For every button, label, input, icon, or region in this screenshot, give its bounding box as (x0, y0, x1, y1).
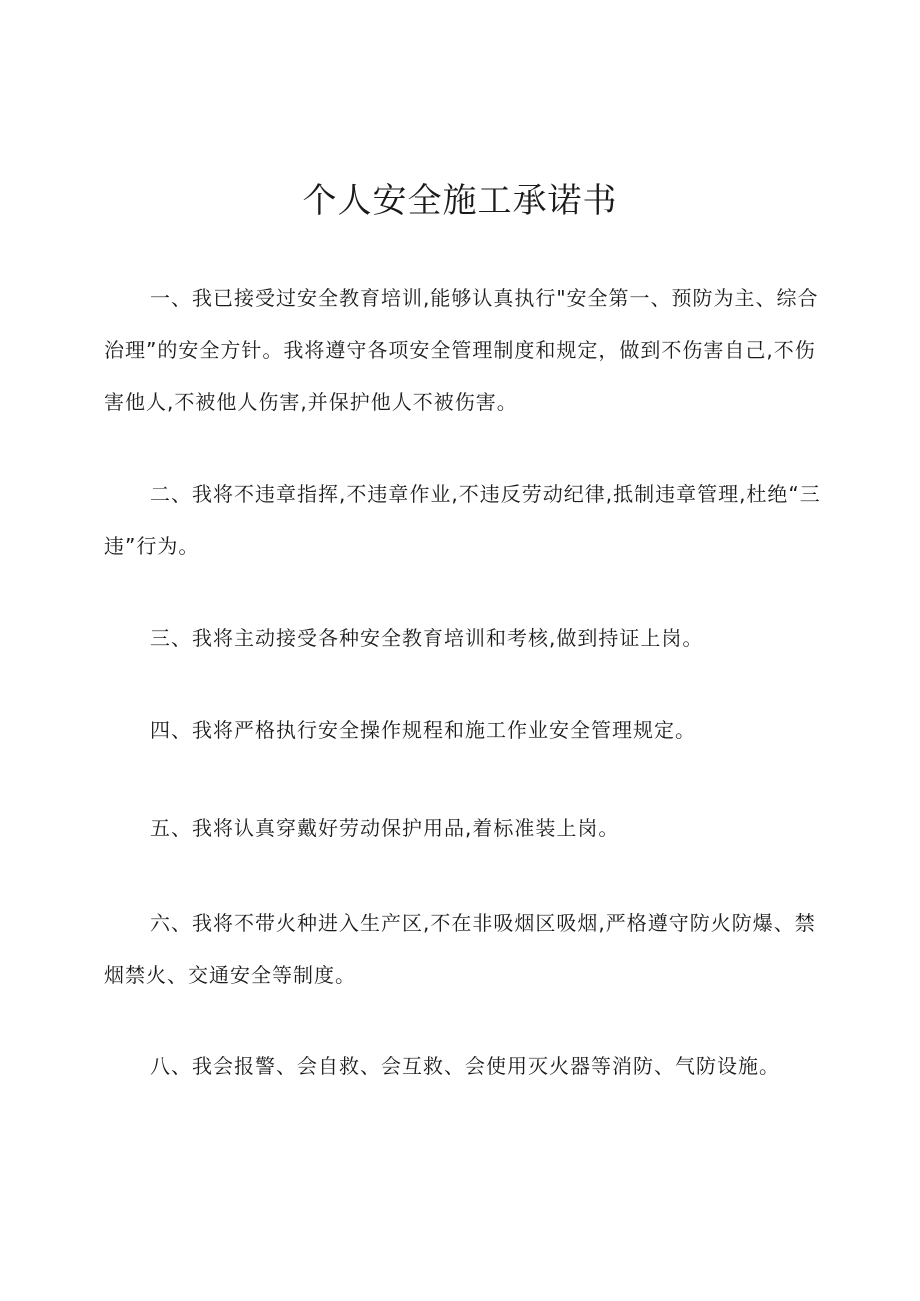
commitment-clause-2: 二、我将不违章指挥,不违章作业,不违反劳动纪律,抵制违章管理,杜绝“三违”行为。 (104, 482, 821, 558)
commitment-clause-8: 八、我会报警、会自救、会互救、会使用灭火器等消防、气防设施。 (150, 1054, 780, 1078)
commitment-clause-3: 三、我将主动接受各种安全教育培训和考核,做到持证上岗。 (150, 626, 704, 650)
commitment-clause-1: 一、我已接受过安全教育培训,能够认真执行"安全第一、预防为主、综合治理”的安全方针。我将遵守各项安全管理制度和规定，做到不伤害自己,不伤害他人,不被他人伤害,并保护他人不被伤害。 (104, 286, 819, 414)
commitment-clause-4: 四、我将严格执行安全操作规程和施工作业安全管理规定。 (150, 718, 696, 742)
commitment-clause-6: 六、我将不带火种进入生产区,不在非吸烟区吸烟,严格遵守防火防爆、禁烟禁火、交通安全等制度。 (104, 911, 816, 987)
document-title: 个人安全施工承诺书 (302, 181, 618, 221)
commitment-clause-5: 五、我将认真穿戴好劳动保护用品,着标准装上岗。 (150, 816, 620, 840)
